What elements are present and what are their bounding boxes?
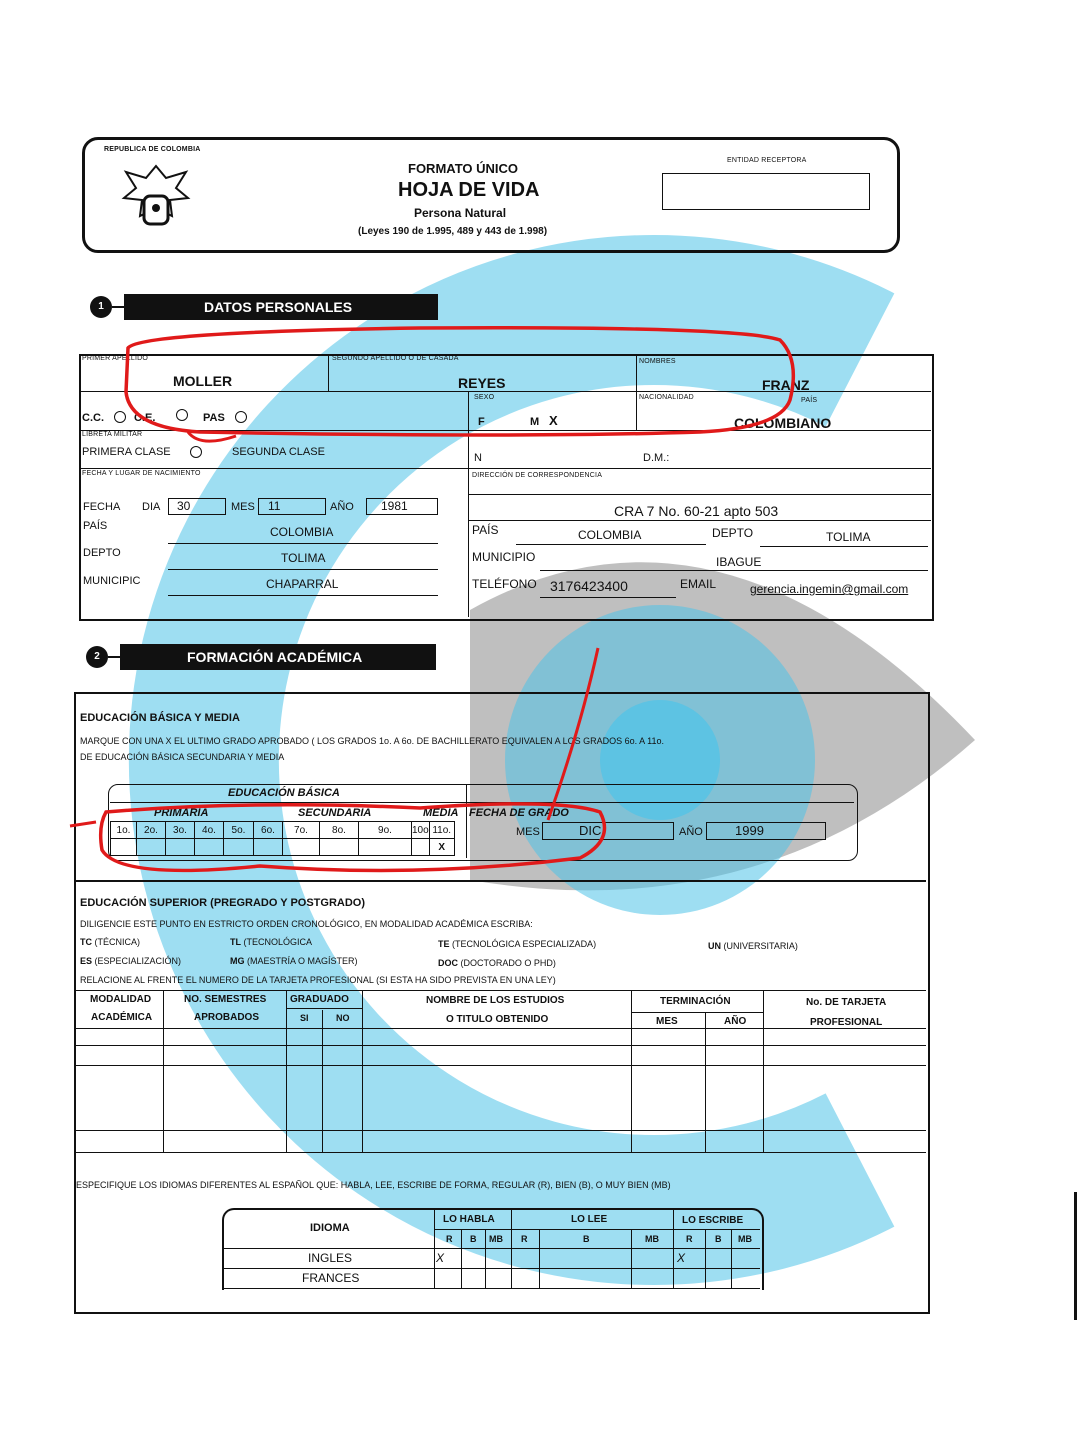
language-row-2-name: FRANCES (302, 1271, 360, 1285)
grade-8: 8o. (320, 822, 359, 839)
grade-11-mark[interactable]: X (429, 839, 454, 856)
n-label: N (474, 452, 482, 464)
col-si: SI (300, 1013, 309, 1023)
second-surname-label: SEGUNDO APELLIDO O DE CASADA (332, 355, 459, 362)
address-value[interactable]: CRA 7 No. 60-21 apto 503 (614, 503, 779, 519)
first-class-label: PRIMERA CLASE (82, 446, 171, 458)
grad-year-value[interactable]: 1999 (706, 822, 826, 840)
lang-col-lee: LO LEE (571, 1214, 608, 1225)
section-1-title: DATOS PERSONALES (124, 294, 438, 320)
col-aprobados: APROBADOS (194, 1012, 260, 1023)
grade-10: 10o (412, 822, 430, 839)
form-title: HOJA DE VIDA (398, 179, 540, 201)
es-desc: (ESPECIALIZACIÓN) (94, 956, 182, 966)
col-no: NO (336, 1013, 350, 1023)
grade-2: 2o. (137, 822, 166, 839)
habla-r: R (446, 1234, 453, 1244)
doc-pas-label: PAS (203, 412, 225, 424)
lang-col-escribe: LO ESCRIBE (682, 1215, 744, 1226)
doc-cc-label: C.C. (82, 412, 104, 424)
tc-desc: (TÉCNICA) (94, 937, 141, 947)
corr-country-value[interactable]: COLOMBIA (578, 528, 642, 542)
relacione-instructions: RELACIONE AL FRENTE EL NUMERO DE LA TARJETA PROFESIONAL (SI ESTA HA SIDO PREVISTA EN UNA LEY) (80, 975, 556, 985)
corr-country-label: PAÍS (472, 523, 499, 537)
grade-6: 6o. (254, 822, 283, 839)
names-value[interactable]: FRANZ (762, 377, 810, 393)
laws-label: (Leyes 190 de 1.995, 489 y 443 de 1.998) (358, 226, 548, 237)
col-graduado: GRADUADO (290, 994, 349, 1005)
tl-code: TL (230, 937, 241, 947)
phone-value[interactable]: 3176423400 (550, 578, 628, 594)
birth-dept-value[interactable]: TOLIMA (281, 551, 326, 565)
escribe-r: R (686, 1234, 693, 1244)
lee-b: B (583, 1234, 590, 1244)
sex-m-label: M (530, 416, 540, 428)
doc-code: DOC (438, 958, 458, 968)
sex-f-label: F (478, 416, 485, 428)
col-modalidad: MODALIDAD (90, 994, 152, 1005)
birth-country-label: PAÍS (83, 520, 108, 532)
basic-edu-label: EDUCACIÓN BÁSICA (228, 787, 340, 799)
year-value[interactable]: 1981 (366, 498, 438, 515)
day-value[interactable]: 30 (168, 498, 226, 515)
tl-desc: (TECNOLÓGICA (243, 937, 313, 947)
un-desc: (UNIVERSITARIA) (723, 941, 798, 951)
col-terminacion: TERMINACIÓN (660, 996, 731, 1007)
corr-dept-label: DEPTO (712, 526, 754, 540)
col-titulo: O TITULO OBTENIDO (446, 1014, 549, 1025)
te-code: TE (438, 939, 450, 949)
habla-b: B (470, 1234, 477, 1244)
col-ano: AÑO (724, 1016, 747, 1027)
media-label: MEDIA (423, 807, 459, 819)
day-label: DIA (142, 501, 161, 513)
basic-instructions-1: MARQUE CON UNA X EL ULTIMO GRADO APROBADO ( LOS GRADOS 1o. A 6o. DE BACHILLERATO EQUIVALEN A LOS GRADOS 6o. A 11o. (80, 736, 665, 746)
escribe-b: B (715, 1234, 722, 1244)
entity-label: ENTIDAD RECEPTORA (727, 157, 807, 164)
birth-dept-label: DEPTO (83, 547, 121, 559)
email-label: EMAIL (680, 577, 717, 591)
second-class-label: SEGUNDA CLASE (232, 446, 325, 458)
republic-label: REPUBLICA DE COLOMBIA (104, 146, 201, 153)
first-surname-label: PRIMER APELLIDO (82, 355, 149, 362)
languages-instructions: ESPECIFIQUE LOS IDIOMAS DIFERENTES AL ESPAÑOL QUE: HABLA, LEE, ESCRIBE DE FORMA, REGULAR (R), BIEN (B), O MUY BIEN (MB) (76, 1180, 671, 1190)
col-mes: MES (656, 1016, 678, 1027)
mg-code: MG (230, 956, 245, 966)
corr-dept-value[interactable]: TOLIMA (826, 530, 871, 544)
es-code: ES (80, 956, 93, 966)
sex-mark[interactable]: X (549, 413, 558, 428)
birth-label: FECHA Y LUGAR DE NACIMIENTO (82, 470, 201, 477)
sex-label: SEXO (474, 394, 495, 401)
basic-instructions-2: DE EDUCACIÓN BÁSICA SECUNDARIA Y MEDIA (80, 752, 285, 762)
format-label: FORMATO ÚNICO (408, 161, 519, 176)
month-label: MES (231, 501, 255, 513)
col-tarjeta: No. DE TARJETA (806, 997, 887, 1008)
birth-country-value[interactable]: COLOMBIA (270, 525, 334, 539)
grade-3: 3o. (166, 822, 195, 839)
doc-ce-label: C.E. (134, 412, 156, 424)
country-label: PAÍS (801, 397, 818, 404)
escribe-mb: MB (738, 1234, 752, 1244)
first-surname-value[interactable]: MOLLER (173, 373, 233, 389)
language-row-1-habla-r[interactable]: X (436, 1251, 445, 1265)
dm-label: D.M.: (643, 452, 670, 464)
lang-col-idioma: IDIOMA (310, 1222, 350, 1234)
grad-year-label: AÑO (679, 826, 703, 838)
higher-education-title: EDUCACIÓN SUPERIOR (PREGRADO Y POSTGRADO) (80, 897, 366, 909)
language-row-1-name: INGLES (308, 1251, 353, 1265)
basic-education-title: EDUCACIÓN BÁSICA Y MEDIA (80, 712, 240, 724)
mg-desc: (MAESTRÍA O MAGÍSTER) (247, 956, 358, 966)
military-card-label: LIBRETA MILITAR (82, 431, 143, 438)
birth-municipality-value[interactable]: CHAPARRAL (266, 577, 339, 591)
grad-month-value[interactable]: DIC (542, 822, 674, 840)
form-subtitle: Persona Natural (414, 206, 507, 220)
lee-r: R (521, 1234, 528, 1244)
doc-desc: (DOCTORADO O PHD) (460, 958, 556, 968)
col-nombre: NOMBRE DE LOS ESTUDIOS (426, 995, 565, 1006)
tc-code: TC (80, 937, 92, 947)
grade-9: 9o. (359, 822, 412, 839)
email-value[interactable]: gerencia.ingemin@gmail.com (750, 582, 909, 596)
un-code: UN (708, 941, 721, 951)
lee-mb: MB (645, 1234, 659, 1244)
section-2-title: FORMACIÓN ACADÉMICA (120, 644, 436, 670)
grade-7: 7o. (283, 822, 320, 839)
phone-label: TELÉFONO (472, 577, 537, 591)
secondary-label: SECUNDARIA (298, 807, 372, 819)
corr-municipality-value[interactable]: IBAGUE (716, 555, 762, 569)
col-profesional: PROFESIONAL (810, 1017, 883, 1028)
month-value[interactable]: 11 (258, 498, 326, 515)
grad-month-label: MES (516, 826, 540, 838)
fecha-label: FECHA (83, 501, 121, 513)
language-row-1-escribe-r[interactable]: X (677, 1251, 686, 1265)
grade-4: 4o. (195, 822, 224, 839)
nationality-value[interactable]: COLOMBIANO (734, 415, 832, 431)
corr-municipality-label: MUNICIPIO (472, 550, 536, 564)
te-desc: (TECNOLÓGICA ESPECIALIZADA) (452, 939, 597, 949)
birth-municipality-label: MUNICIPIC (83, 575, 141, 587)
higher-instructions: DILIGENCIE ESTE PUNTO EN ESTRICTO ORDEN CRONOLÓGICO, EN MODALIDAD ACADÉMICA ESCRIBA: (80, 919, 533, 929)
section-2-number: 2 (86, 646, 108, 668)
habla-mb: MB (489, 1234, 503, 1244)
col-semestres: NO. SEMESTRES (184, 994, 267, 1005)
section-1-number: 1 (90, 296, 112, 318)
nationality-label: NACIONALIDAD (639, 394, 694, 401)
grade-11: 11o. (429, 822, 454, 839)
primary-label: PRIMARIA (154, 807, 209, 819)
grade-1: 1o. (111, 822, 137, 839)
names-label: NOMBRES (639, 358, 676, 365)
grad-date-label: FECHA DE GRADO (469, 807, 569, 819)
col-academica: ACADÉMICA (91, 1012, 153, 1023)
grade-5: 5o. (224, 822, 254, 839)
second-surname-value[interactable]: REYES (458, 375, 506, 391)
lang-col-habla: LO HABLA (443, 1214, 495, 1225)
year-label: AÑO (330, 501, 354, 513)
address-label: DIRECCIÓN DE CORRESPONDENCIA (472, 472, 603, 479)
